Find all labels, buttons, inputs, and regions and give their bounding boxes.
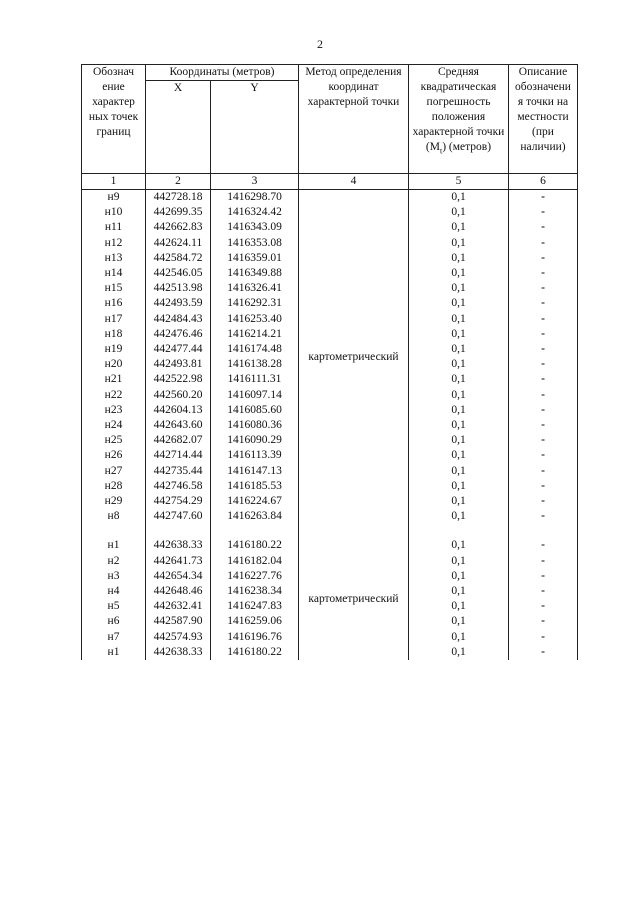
point-name: н4 [82,584,146,599]
coordinate-x: 442682.07 [146,433,211,448]
description-value: - [509,372,578,387]
point-name: н20 [82,357,146,372]
point-name: н22 [82,388,146,403]
method-cell: картометрический [299,190,409,525]
coordinate-x: 442584.72 [146,251,211,266]
coordinate-x: 442643.60 [146,418,211,433]
coordinate-x: 442638.33 [146,538,211,553]
description-value: - [509,357,578,372]
point-name: н3 [82,569,146,584]
table-row [82,190,578,206]
coordinate-x: 442546.05 [146,266,211,281]
point-name: н11 [82,220,146,235]
point-name: н29 [82,494,146,509]
coordinate-y: 1416147.13 [211,464,299,479]
coordinate-y: 1416180.22 [211,645,299,660]
error-value: 0,1 [409,494,509,509]
description-value: - [509,281,578,296]
error-value: 0,1 [409,403,509,418]
coordinate-y: 1416185.53 [211,479,299,494]
description-value: - [509,236,578,251]
coordinate-x: 442493.59 [146,296,211,311]
error-value: 0,1 [409,327,509,342]
description-value: - [509,599,578,614]
point-name: н17 [82,312,146,327]
point-name: н24 [82,418,146,433]
description-value: - [509,569,578,584]
point-name: н12 [82,236,146,251]
separator-cell [82,524,146,538]
coordinate-y: 1416263.84 [211,509,299,524]
description-value: - [509,312,578,327]
point-name: н23 [82,403,146,418]
error-value: 0,1 [409,266,509,281]
point-name: н2 [82,554,146,569]
error-value: 0,1 [409,342,509,357]
description-value: - [509,433,578,448]
coordinate-y: 1416085.60 [211,403,299,418]
description-value: - [509,645,578,660]
description-value: - [509,327,578,342]
coordinate-x: 442476.46 [146,327,211,342]
coordinate-x: 442735.44 [146,464,211,479]
header-error: Средняя квадратическая погрешность положения характерной точки $(M_t)$ (метров) [409,65,509,174]
point-name: н1 [82,538,146,553]
description-value: - [509,509,578,524]
error-value: 0,1 [409,418,509,433]
coordinate-x: 442522.98 [146,372,211,387]
error-value: 0,1 [409,645,509,660]
error-value: 0,1 [409,190,509,206]
header-designation: Обознач ение характер ных точек границ [82,65,146,174]
point-name: н10 [82,205,146,220]
coordinate-x: 442560.20 [146,388,211,403]
point-name: н26 [82,448,146,463]
coordinate-y: 1416224.67 [211,494,299,509]
coordinate-x: 442714.44 [146,448,211,463]
column-number: 2 [146,174,211,190]
point-name: н19 [82,342,146,357]
point-name: н27 [82,464,146,479]
point-name: н7 [82,630,146,645]
coordinate-y: 1416292.31 [211,296,299,311]
description-value: - [509,342,578,357]
coordinate-y: 1416298.70 [211,190,299,206]
description-value: - [509,554,578,569]
coordinate-x: 442587.90 [146,614,211,629]
separator-cell [146,524,211,538]
description-value: - [509,464,578,479]
separator-cell [299,524,409,538]
point-name: н5 [82,599,146,614]
coordinate-x: 442654.34 [146,569,211,584]
coordinate-y: 1416353.08 [211,236,299,251]
coordinate-y: 1416113.39 [211,448,299,463]
point-name: н21 [82,372,146,387]
separator-cell [509,524,578,538]
coordinate-y: 1416238.34 [211,584,299,599]
point-name: н14 [82,266,146,281]
error-value: 0,1 [409,220,509,235]
coordinate-y: 1416253.40 [211,312,299,327]
column-number: 4 [299,174,409,190]
column-number: 5 [409,174,509,190]
error-value: 0,1 [409,614,509,629]
description-value: - [509,388,578,403]
coordinates-table [81,64,578,660]
coordinate-y: 1416174.48 [211,342,299,357]
description-value: - [509,614,578,629]
coordinate-y: 1416359.01 [211,251,299,266]
point-name: н13 [82,251,146,266]
coordinate-x: 442574.93 [146,630,211,645]
error-value: 0,1 [409,205,509,220]
description-value: - [509,538,578,553]
coordinate-y: 1416196.76 [211,630,299,645]
error-value: 0,1 [409,448,509,463]
coordinate-x: 442493.81 [146,357,211,372]
error-value: 0,1 [409,357,509,372]
description-value: - [509,418,578,433]
description-value: - [509,190,578,206]
coordinate-y: 1416247.83 [211,599,299,614]
description-value: - [509,494,578,509]
coordinate-x: 442746.58 [146,479,211,494]
group-separator [82,524,578,538]
coordinate-x: 442648.46 [146,584,211,599]
error-value: 0,1 [409,433,509,448]
coordinate-y: 1416182.04 [211,554,299,569]
error-value: 0,1 [409,388,509,403]
method-cell: картометрический [299,538,409,660]
coordinate-x: 442747.60 [146,509,211,524]
coordinate-x: 442754.29 [146,494,211,509]
coordinate-x: 442484.43 [146,312,211,327]
description-value: - [509,403,578,418]
point-name: н18 [82,327,146,342]
coordinate-x: 442728.18 [146,190,211,206]
coordinate-x: 442638.33 [146,645,211,660]
point-name: н8 [82,509,146,524]
error-value: 0,1 [409,281,509,296]
coordinate-x: 442624.11 [146,236,211,251]
description-value: - [509,296,578,311]
header-x: X [146,81,211,174]
point-name: н6 [82,614,146,629]
coordinate-y: 1416227.76 [211,569,299,584]
point-name: н28 [82,479,146,494]
description-value: - [509,584,578,599]
header-description: Описание обозначени я точки на местности (при наличии) [509,65,578,174]
point-name: н25 [82,433,146,448]
column-number: 3 [211,174,299,190]
coordinate-y: 1416138.28 [211,357,299,372]
error-value: 0,1 [409,584,509,599]
coordinate-y: 1416097.14 [211,388,299,403]
column-number: 6 [509,174,578,190]
description-value: - [509,630,578,645]
column-number: 1 [82,174,146,190]
coordinate-x: 442641.73 [146,554,211,569]
error-value: 0,1 [409,464,509,479]
description-value: - [509,251,578,266]
table-row [82,538,578,553]
table-body [82,190,578,661]
coordinate-x: 442662.83 [146,220,211,235]
coordinate-y: 1416326.41 [211,281,299,296]
coordinate-x: 442632.41 [146,599,211,614]
description-value: - [509,205,578,220]
coordinate-y: 1416324.42 [211,205,299,220]
header-coordinates: Координаты (метров) [146,65,299,81]
point-name: н15 [82,281,146,296]
error-value: 0,1 [409,569,509,584]
page-number: 2 [317,37,323,51]
error-value: 0,1 [409,554,509,569]
column-number-row [82,174,578,190]
error-value: 0,1 [409,236,509,251]
coordinate-y: 1416214.21 [211,327,299,342]
error-value: 0,1 [409,372,509,387]
description-value: - [509,220,578,235]
error-value: 0,1 [409,251,509,266]
coordinate-y: 1416090.29 [211,433,299,448]
error-value: 0,1 [409,479,509,494]
description-value: - [509,479,578,494]
coordinate-y: 1416349.88 [211,266,299,281]
coordinate-x: 442604.13 [146,403,211,418]
error-value: 0,1 [409,296,509,311]
point-name: н9 [82,190,146,206]
separator-cell [211,524,299,538]
coordinate-y: 1416111.31 [211,372,299,387]
coordinate-x: 442477.44 [146,342,211,357]
header-y: Y [211,81,299,174]
coordinate-y: 1416080.36 [211,418,299,433]
header-method: Метод определения координат характерной точки [299,65,409,174]
coordinate-y: 1416343.09 [211,220,299,235]
coordinate-x: 442699.35 [146,205,211,220]
description-value: - [509,448,578,463]
separator-cell [409,524,509,538]
error-value: 0,1 [409,599,509,614]
error-value: 0,1 [409,312,509,327]
coordinate-x: 442513.98 [146,281,211,296]
description-value: - [509,266,578,281]
coordinate-y: 1416180.22 [211,538,299,553]
point-name: н16 [82,296,146,311]
error-value: 0,1 [409,538,509,553]
error-value: 0,1 [409,630,509,645]
point-name: н1 [82,645,146,660]
coordinate-y: 1416259.06 [211,614,299,629]
error-value: 0,1 [409,509,509,524]
